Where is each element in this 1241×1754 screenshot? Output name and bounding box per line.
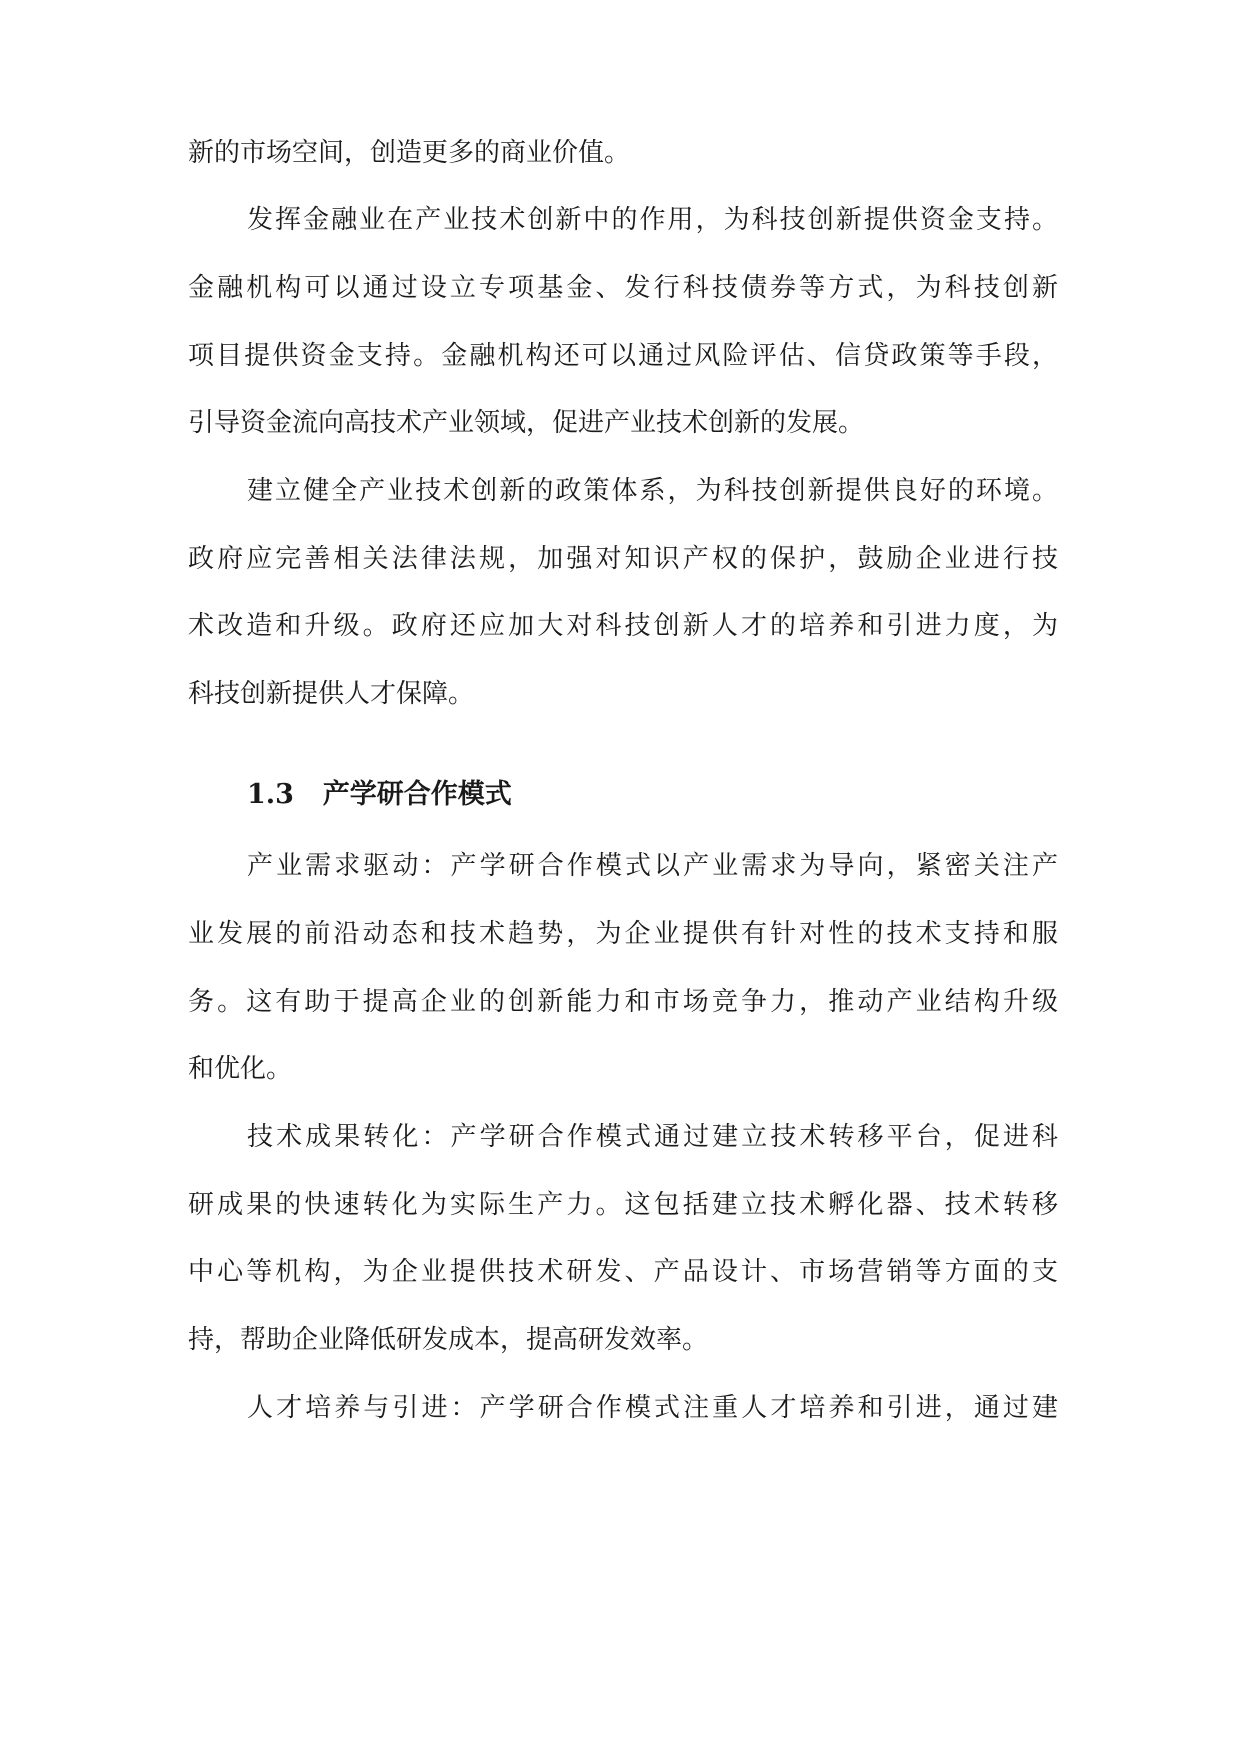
paragraph-line: 政府应完善相关法律法规，加强对知识产权的保护，鼓励企业进行技	[188, 544, 1058, 574]
paragraph-line: 科技创新提供人才保障。	[188, 679, 475, 709]
paragraph-line: 技术成果转化：产学研合作模式通过建立技术转移平台，促进科	[247, 1122, 1058, 1152]
paragraph-line: 务。这有助于提高企业的创新能力和市场竞争力，推动产业结构升级	[188, 987, 1058, 1017]
paragraph-line: 持，帮助企业降低研发成本，提高研发效率。	[188, 1325, 709, 1355]
paragraph-line: 研成果的快速转化为实际生产力。这包括建立技术孵化器、技术转移	[188, 1190, 1058, 1220]
section-number: 1.3	[247, 779, 294, 810]
paragraph-line: 项目提供资金支持。金融机构还可以通过风险评估、信贷政策等手段，	[188, 341, 1058, 371]
paragraph-line: 和优化。	[188, 1054, 293, 1084]
paragraph-line: 建立健全产业技术创新的政策体系，为科技创新提供良好的环境。	[247, 476, 1058, 506]
paragraph-line: 产业需求驱动：产学研合作模式以产业需求为导向，紧密关注产	[247, 851, 1058, 881]
paragraph-line: 发挥金融业在产业技术创新中的作用，为科技创新提供资金支持。	[247, 205, 1058, 235]
section-title: 产学研合作模式	[322, 779, 512, 810]
section-heading	[247, 775, 512, 815]
paragraph-line: 金融机构可以通过设立专项基金、发行科技债券等方式，为科技创新	[188, 273, 1058, 303]
paragraph-line: 新的市场空间，创造更多的商业价值。	[188, 138, 631, 168]
paragraph-line: 引导资金流向高技术产业领域，促进产业技术创新的发展。	[188, 408, 865, 438]
paragraph-line: 人才培养与引进：产学研合作模式注重人才培养和引进，通过建	[247, 1393, 1058, 1423]
paragraph-line: 业发展的前沿动态和技术趋势，为企业提供有针对性的技术支持和服	[188, 919, 1058, 949]
paragraph-line: 中心等机构，为企业提供技术研发、产品设计、市场营销等方面的支	[188, 1257, 1058, 1287]
paragraph-line: 术改造和升级。政府还应加大对科技创新人才的培养和引进力度，为	[188, 611, 1058, 641]
